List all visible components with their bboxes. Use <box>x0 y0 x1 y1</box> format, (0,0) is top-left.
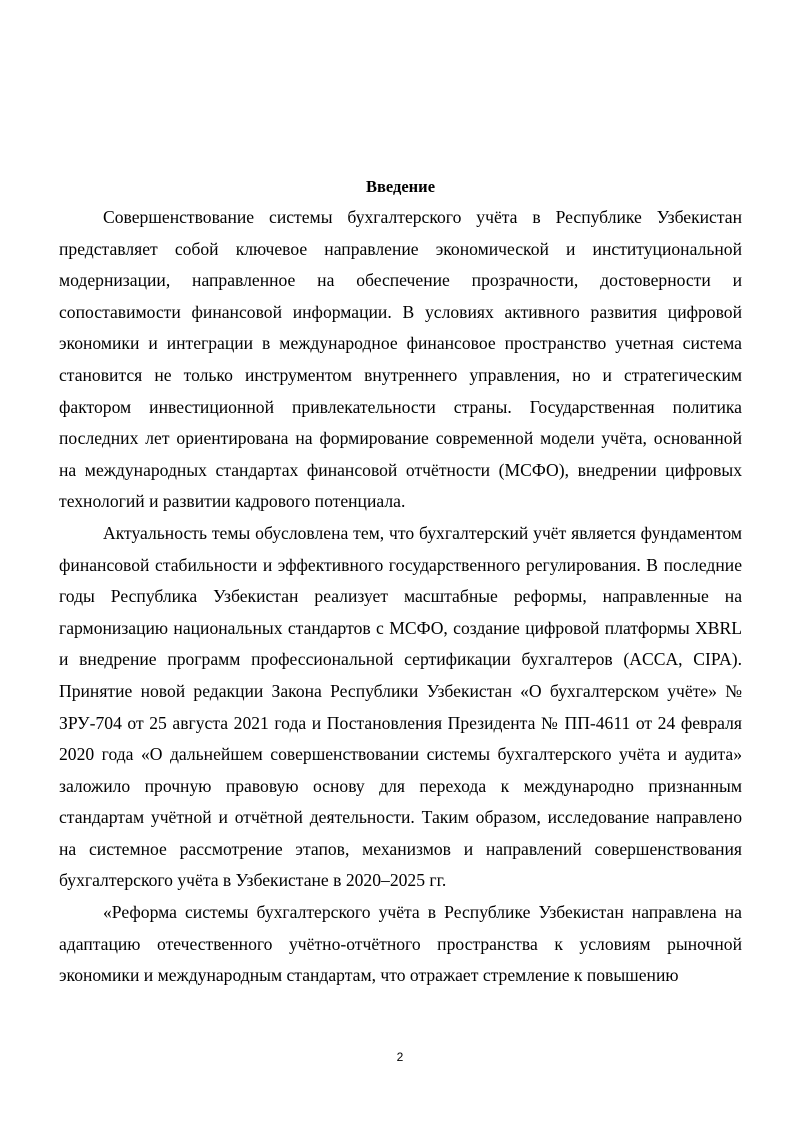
paragraph-quote: «Реформа системы бухгалтерского учёта в Республике Узбекистан направлена на адаптацию отечественного учётно-отчётного пространства к условиям рыночной экономики и международным стандартам, что отражает стремление к повышению <box>59 902 742 986</box>
page-number: 2 <box>396 1050 404 1064</box>
section-title: Введение <box>365 177 436 196</box>
page-content <box>59 172 742 992</box>
paragraph-relevance: Актуальность темы обусловлена тем, что бухгалтерский учёт является фундаментом финансовой стабильности и эффективного государственного регулирования. В последние годы Республика Узбекистан реализует масштабные реформы, направленные на гармонизацию национальных стандартов с МСФО, создание цифровой платформы XBRL и внедрение программ профессиональной сертификации бухгалтеров (ACCA, CIPA). Принятие новой редакции Закона Республики Узбекистан «О бухгалтерском учёте» № ЗРУ-704 от 25 августа 2021 года и Постановления Президента № ПП-4611 от 24 февраля 2020 года «О дальнейшем совершенствовании системы бухгалтерского учёта и аудита» заложило прочную правовую основу для перехода к международно признанным стандартам учётной и отчётной деятельности. Таким образом, исследование направлено на системное рассмотрение этапов, механизмов и направлений совершенствования бухгалтерского учёта в Узбекистане в 2020–2025 гг. <box>59 522 742 891</box>
paragraph-intro: Совершенствование системы бухгалтерского учёта в Республике Узбекистан представляет собой ключевое направление экономической и институциональной модернизации, направленное на обеспечение прозрачности, достоверности и сопоставимости финансовой информации. В условиях активного развития цифровой экономики и интеграции в международное финансовое пространство учетная система становится не только инструментом внутреннего управления, но и стратегическим фактором инвестиционной привлекательности страны. Государственная политика последних лет ориентирована на формирование современной модели учёта, основанной на международных стандартах финансовой отчётности (МСФО), внедрении цифровых технологий и развитии кадрового потенциала. <box>59 207 742 512</box>
